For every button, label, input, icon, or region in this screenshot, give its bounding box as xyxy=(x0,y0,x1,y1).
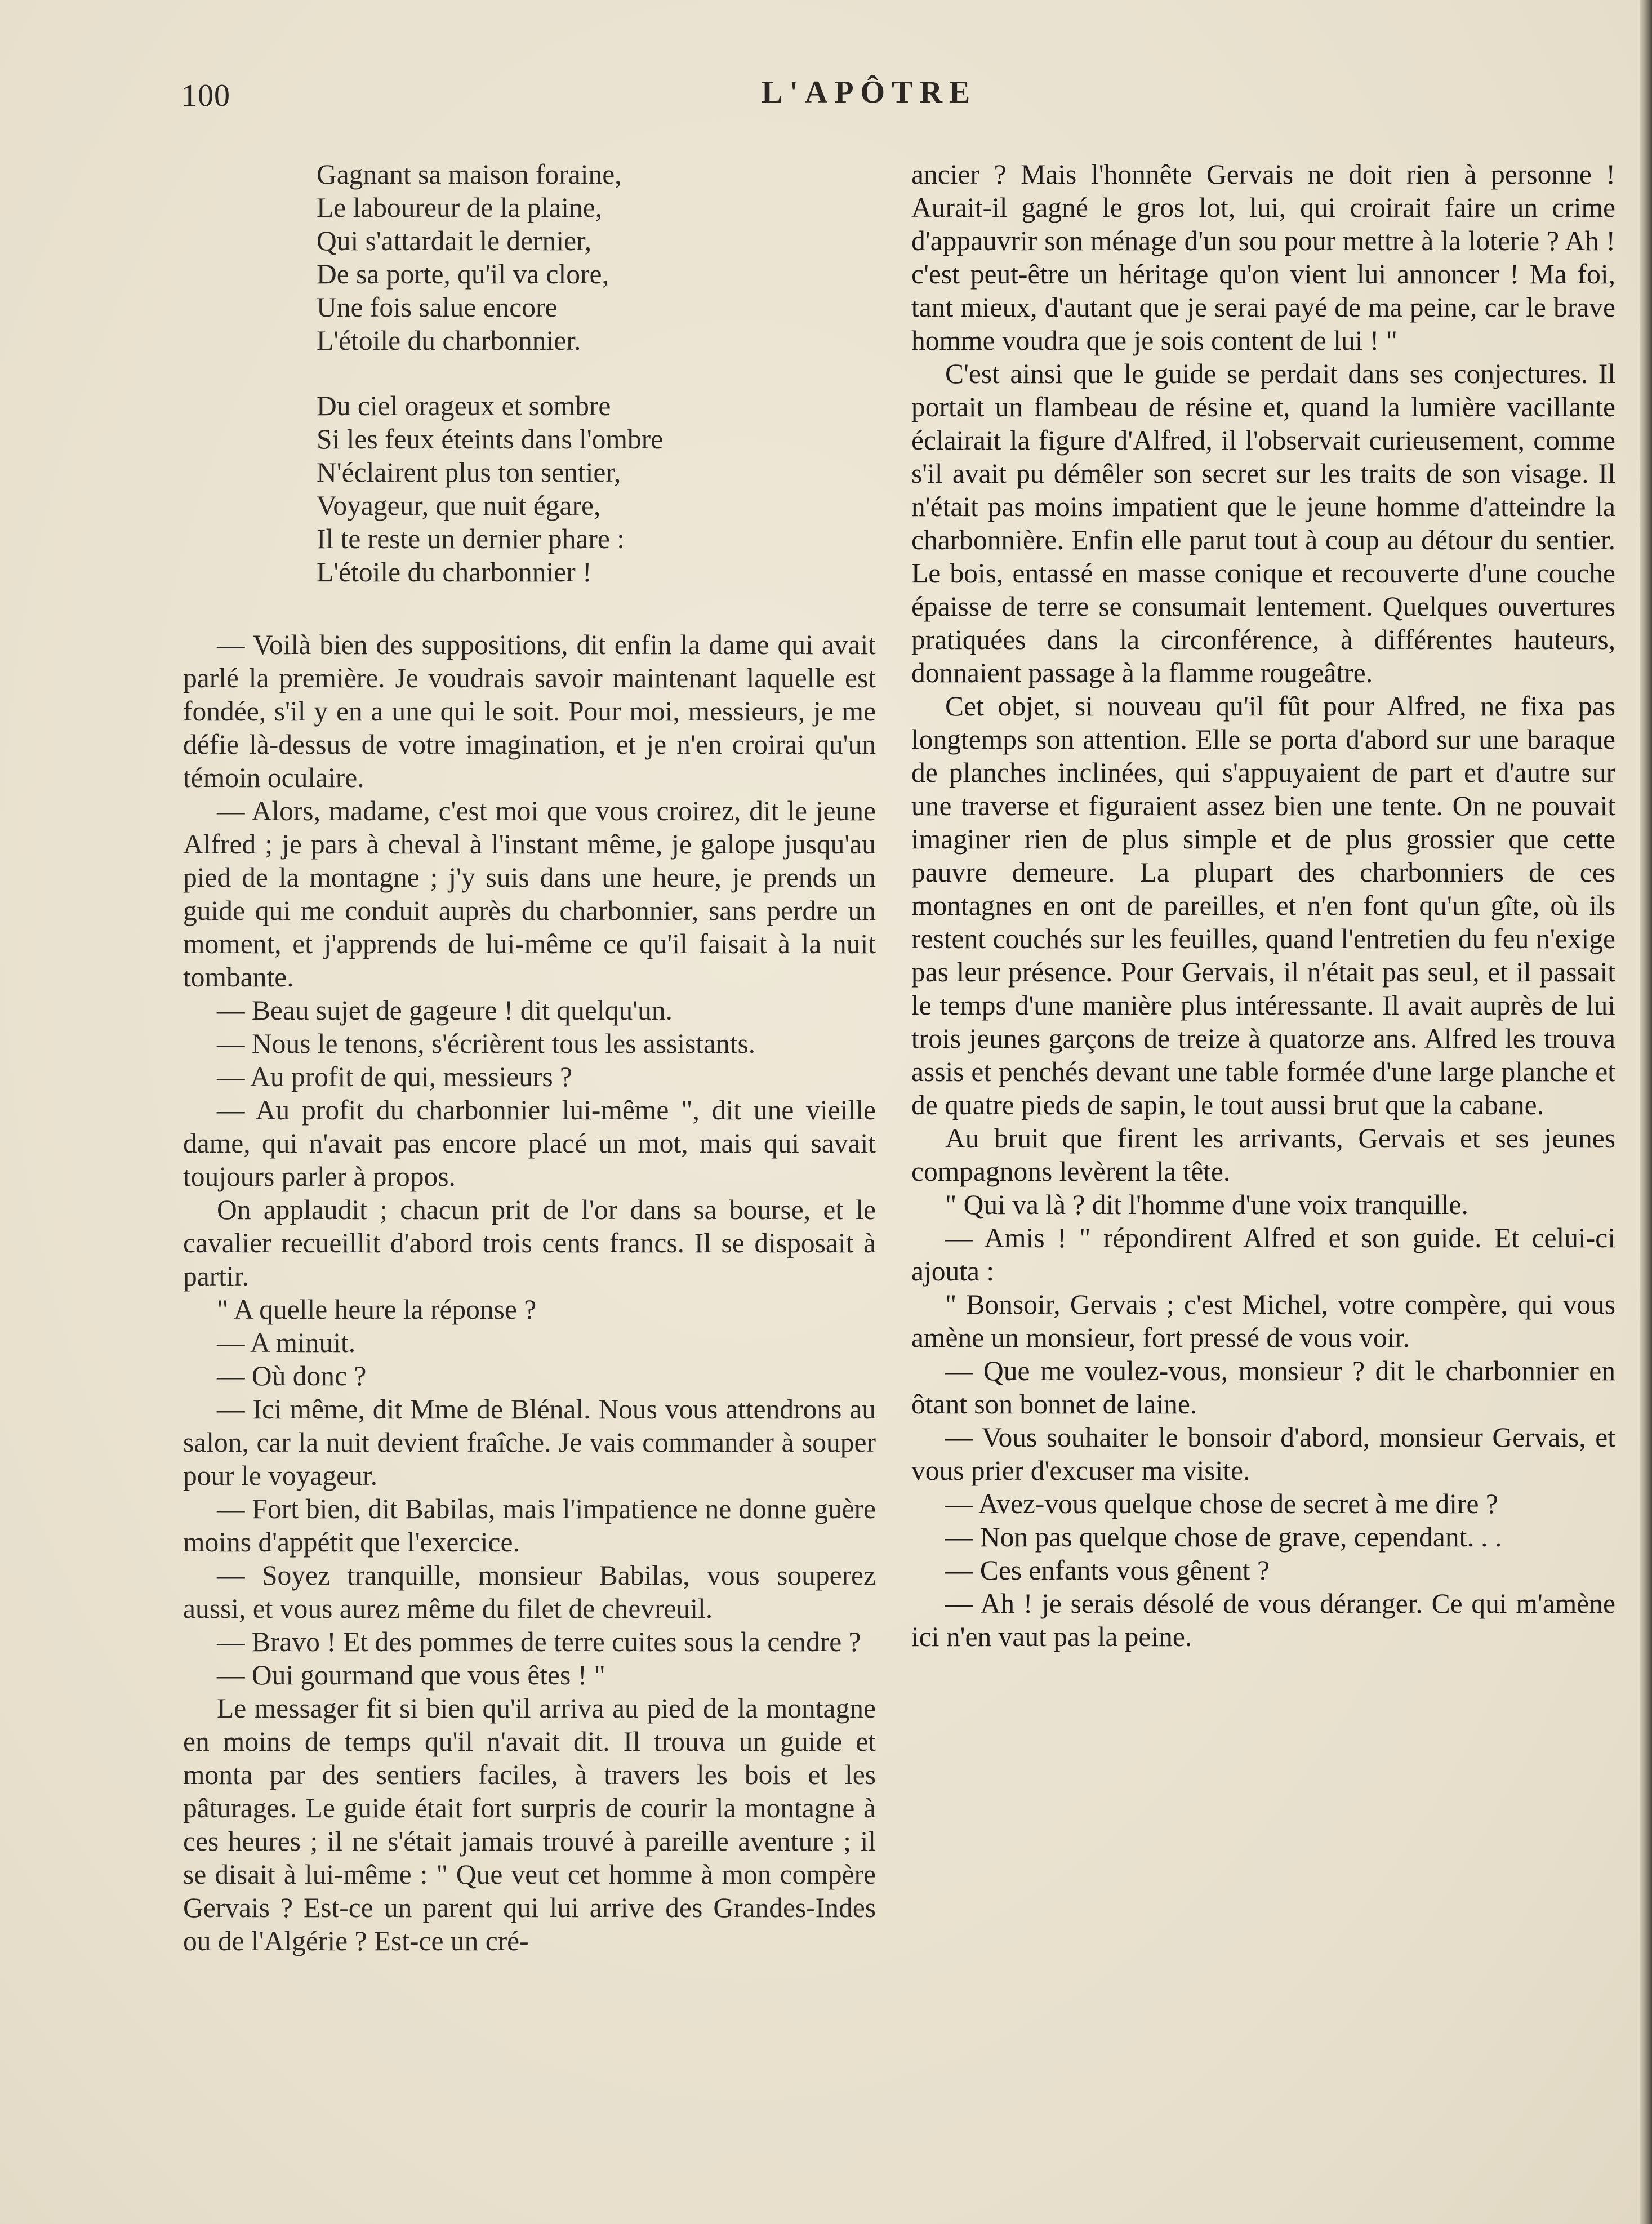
paragraph: On applaudit ; chacun prit de l'or dans sa bourse, et le cavalier recueillit d'abord trois cents francs. Il se disposait à partir. xyxy=(183,1194,876,1292)
paragraph: — Non pas quelque chose de grave, cependant. . . xyxy=(945,1522,1502,1553)
poem xyxy=(317,158,876,589)
running-title: L'APÔTRE xyxy=(762,75,977,110)
paragraph: ancier ? Mais l'honnête Gervais ne doit rien à personne ! Aurait-il gagné le gros lot, lui, qui croirait faire un crime d'appauvrir son ménage d'un sou pour mettre à la loterie ? Ah ! c'est peut-être un héritage qu'on vient lui annoncer ! Ma foi, tant mieux, d'autant que je serai payé de ma peine, car le brave homme voudra que je sois content de lui ! " xyxy=(911,159,1615,356)
paragraph: — A minuit. xyxy=(217,1327,356,1358)
paragraph: — Vous souhaiter le bonsoir d'abord, monsieur Gervais, et vous prier d'excuser ma visite. xyxy=(911,1422,1615,1486)
poem-stanza-1 xyxy=(317,158,876,357)
paragraph: — Au profit de qui, messieurs ? xyxy=(217,1061,573,1092)
poem-line: Si les feux éteints dans l'ombre xyxy=(317,424,664,455)
paragraph: — Ici même, dit Mme de Blénal. Nous vous attendrons au salon, car la nuit devient fraîche. Je vais commander à souper pour le voyageur. xyxy=(183,1394,876,1491)
left-prose xyxy=(183,628,876,1958)
paragraph: — Fort bien, dit Babilas, mais l'impatience ne donne guère moins d'appétit que l'exercice. xyxy=(183,1493,876,1558)
paragraph: — Alors, madame, c'est moi que vous croirez, dit le jeune Alfred ; je pars à cheval à l'instant même, je galope jusqu'au pied de la montagne ; j'y suis dans une heure, je prends un guide qui me conduit auprès du charbonnier, sans perdre un moment, et j'apprends de lui-même ce qu'il faisait à la nuit tombante. xyxy=(183,795,876,993)
paragraph: — Au profit du charbonnier lui-même ", dit une vieille dame, qui n'avait pas encore placé un mot, mais qui savait toujours parler à propos. xyxy=(183,1095,876,1192)
left-column xyxy=(183,158,876,1958)
poem-line: Gagnant sa maison foraine, xyxy=(317,159,622,190)
paragraph: — Soyez tranquille, monsieur Babilas, vous souperez aussi, et vous aurez même du filet de chevreuil. xyxy=(183,1560,876,1624)
paragraph: " A quelle heure la réponse ? xyxy=(217,1294,537,1325)
paragraph: — Ces enfants vous gênent ? xyxy=(945,1555,1270,1586)
paragraph: Cet objet, si nouveau qu'il fût pour Alfred, ne fixa pas longtemps son attention. Elle se porta d'abord sur une baraque de planches inclinées, qui s'appuyaient de part et d'autre sur une traverse et figuraient assez bien une tente. On ne pouvait imaginer rien de plus simple et de plus grossier que cette pauvre demeure. La plupart des charbonniers de ces montagnes en ont de pareilles, et n'en font qu'un gîte, où ils restent couchés sur les feuilles, quand l'entretien du feu n'exige pas leur présence. Pour Gervais, il n'était pas seul, et il passait le temps d'une manière plus intéressante. Il avait auprès de lui trois jeunes garçons de treize à quatorze ans. Alfred les trouva assis et penchés devant une table formée d'une large planche et de quatre pieds de sapin, le tout aussi brut que la cabane. xyxy=(911,691,1615,1120)
page-header xyxy=(181,75,1618,123)
poem-line: L'étoile du charbonnier ! xyxy=(317,557,592,588)
book-spine-shadow xyxy=(1640,0,1652,2224)
paragraph: — Amis ! " répondirent Alfred et son guide. Et celui-ci ajouta : xyxy=(911,1222,1615,1287)
paragraph: — Oui gourmand que vous êtes ! " xyxy=(217,1660,605,1691)
paragraph: — Où donc ? xyxy=(217,1360,367,1391)
paragraph: " Bonsoir, Gervais ; c'est Michel, votre compère, qui vous amène un monsieur, fort pressé de vous voir. xyxy=(911,1289,1615,1353)
page-number: 100 xyxy=(181,78,230,113)
paragraph: — Que me voulez-vous, monsieur ? dit le charbonnier en ôtant son bonnet de laine. xyxy=(911,1355,1615,1420)
right-column xyxy=(911,158,1615,1653)
paragraph: — Avez-vous quelque chose de secret à me dire ? xyxy=(945,1488,1498,1519)
poem-line: De sa porte, qu'il va clore, xyxy=(317,259,609,290)
paragraph: Le messager fit si bien qu'il arriva au pied de la montagne en moins de temps qu'il n'avait dit. Il trouva un guide et monta par des sentiers faciles, à travers les bois et les pâturages. Le guide était fort surpris de courir la montagne à ces heures ; il ne s'était jamais trouvé à pareille aventure ; il se disait à lui-même : " Que veut cet homme à mon compère Gervais ? Est-ce un parent qui lui arrive des Grandes-Indes ou de l'Algérie ? Est-ce un cré- xyxy=(183,1693,876,1956)
paragraph: Au bruit que firent les arrivants, Gervais et ses jeunes compagnons levèrent la tête. xyxy=(911,1123,1615,1187)
poem-line: Il te reste un dernier phare : xyxy=(317,523,625,554)
poem-line: Qui s'attardait le dernier, xyxy=(317,225,591,256)
paragraph: — Nous le tenons, s'écrièrent tous les assistants. xyxy=(217,1028,756,1059)
poem-line: N'éclairent plus ton sentier, xyxy=(317,457,621,488)
paragraph: — Beau sujet de gageure ! dit quelqu'un. xyxy=(217,995,673,1026)
poem-line: L'étoile du charbonnier. xyxy=(317,325,581,356)
poem-line: Une fois salue encore xyxy=(317,292,558,323)
paragraph: — Bravo ! Et des pommes de terre cuites sous la cendre ? xyxy=(217,1626,861,1657)
poem-line: Voyageur, que nuit égare, xyxy=(317,490,601,521)
poem-line: Du ciel orageux et sombre xyxy=(317,390,611,421)
paragraph: — Ah ! je serais désolé de vous déranger. Ce qui m'amène ici n'en vaut pas la peine. xyxy=(911,1588,1615,1652)
paragraph: " Qui va là ? dit l'homme d'une voix tranquille. xyxy=(945,1189,1468,1220)
poem-line: Le laboureur de la plaine, xyxy=(317,192,603,223)
paragraph: — Voilà bien des suppositions, dit enfin la dame qui avait parlé la première. Je voudrais savoir maintenant laquelle est fondée, s'il y en a une qui le soit. Pour moi, messieurs, je me défie là-dessus de votre imagination, et je n'en croirai qu'un témoin oculaire. xyxy=(183,629,876,793)
paragraph: C'est ainsi que le guide se perdait dans ses conjectures. Il portait un flambeau de résine et, quand la lumière vacillante éclairait la figure d'Alfred, il l'observait curieusement, comme s'il avait pu démêler son secret sur les traits de son visage. Il n'était pas moins impatient que le jeune homme d'atteindre la charbonnière. Enfin elle parut tout à coup au détour du sentier. Le bois, entassé en masse conique et recouverte d'une couche épaisse de terre se consumait lentement. Quelques ouvertures pratiquées dans la circonférence, à différentes hauteurs, donnaient passage à la flamme rougeâtre. xyxy=(911,358,1615,688)
poem-stanza-2 xyxy=(317,389,876,589)
right-prose xyxy=(911,158,1615,1653)
